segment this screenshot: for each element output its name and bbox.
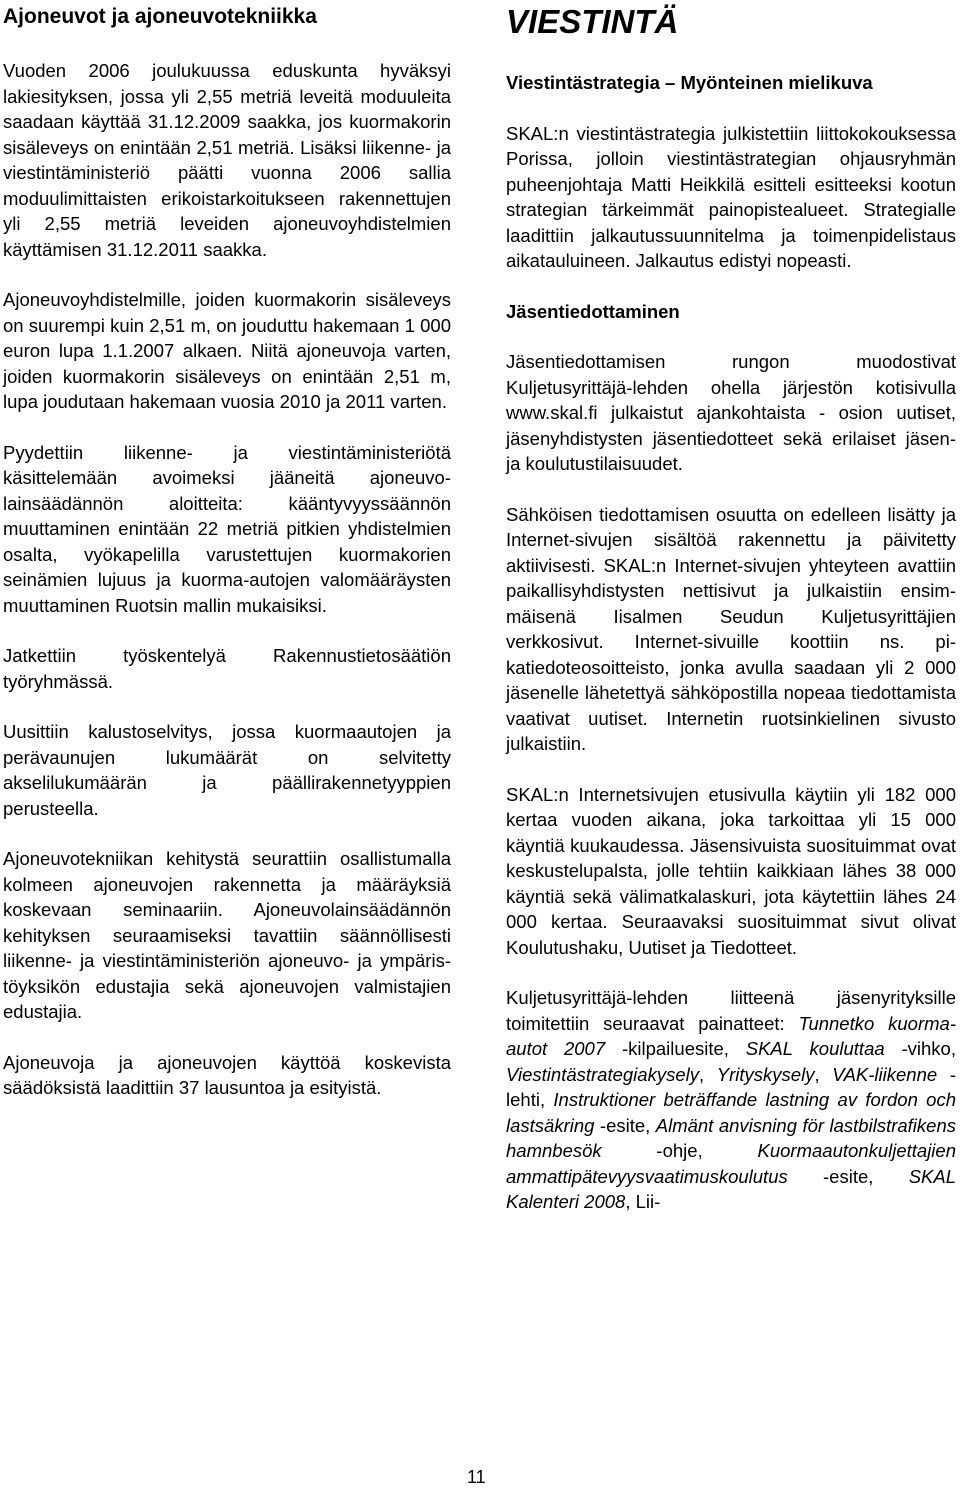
page-number: 11 — [467, 1467, 486, 1487]
paragraph-aloitteet: Pyydettiin liikenne- ja viestintäministeriötä käsittelemään avoimeksi jääneitä ajoneuvolainsäädännön aloitteita: kääntyvyyssäännön muuttaminen enintään 22 metriä pitkien yhdistelmien osalta, vyökapelilla varustettujen kuormakorien seinämien lujuus ja kuorma-autojen valomääräysten muuttaminen Ruotsin mallin mukaisiksi. — [3, 441, 451, 616]
paragraph-luvat: Ajoneuvoyhdistelmille, joiden kuormakorin sisäleveys on suurempi kuin 2,51 m, on jouduttu hakemaan 1 000 euron lupa 1.1.2007 alkaen. Niitä ajoneuvoja varten, joiden kuormakorin sisäleveys on enintään 2,51 m, lupa joudutaan hakemaan vuosia 2010 ja 2011 varten. — [3, 289, 451, 412]
left-column — [3, 0, 451, 1101]
paragraph-seminaarit: Ajoneuvotekniikan kehitystä seurattiin osallistumalla kolmeen ajoneuvojen rakennetta ja määräyksiä koskevaan seminaariin. Ajoneuvolainsäädännön kehityksen seuraamiseksi tavattiin säännöllisesti liikenne- ja viestintäministeriön ajoneuvo- ja ympäristöyksikön edustajia sekä ajoneuvojen valmistajien edustajia. — [3, 848, 451, 1022]
paragraph-sahkoinen: Sähköisen tiedottamisen osuutta on edelleen lisätty ja Internet-sivujen sisältöä rakennettu ja päivitetty aktiivisesti. SKAL:n Internet-sivujen yhteyteen avattiin paikallisyhdistysten nettisivut ja julkaistiin ensimmäisenä Iisalmen Seudun Kuljetusyrittäjien verkkosivut. Internet-sivuille koottiin ns. pikatiedoteosoitteisto, jonka avulla saadaan yli 2 000 jäsenelle lähetettyä sähköpostilla nopeaa tiedottamista vaativat uutiset. Internetin ruotsinkielinen sivusto julkaistiin. — [506, 503, 956, 754]
right-column — [506, 0, 956, 1215]
page-title: VIESTINTÄ — [506, 3, 679, 40]
paragraph-kalustoselvitys: Uusittiin kalustoselvitys, jossa kuormaautojen ja perävaunujen lukumäärät on selvitetty akselilukumäärän ja päällirakennetyyppien perusteella. — [3, 721, 451, 819]
paragraph-painatteet: Kuljetusyrittäjä-lehden liitteenä jäsenyrityksille toimitettiin seuraavat painatteet: Tunnetko kuorma-autot 2007 -kilpailuesite, SKAL kouluttaa -vihko, Viestintästrategiakysely, Yrityskysely, VAK-liikenne -lehti, Instruktioner beträffande lastning av fordon och lastsäkring -esite, Almänt anvisning för lastbilstrafikens hamnbesök -ohje, Kuormaautonkuljettajien ammattipätevyysvaatimuskoulutus -esite, SKAL Kalenteri 2008, Lii- — [506, 987, 957, 1212]
paragraph-moduulit: Vuoden 2006 joulukuussa eduskunta hyväksyi lakiesityksen, jossa yli 2,55 metriä leveitä moduuleita saadaan käyttää 31.12.2009 saakka, jos kuormakorin sisäleveys on enintään 2,51 metriä. Lisäksi liikenne- ja viestintäministeriö päätti vuonna 2006 sallia moduulimittaisten erikoistarkoitukseen rakennettujen yli 2,55 metriä leveiden ajoneuvoyhdistelmien käyttämisen 31.12.2011 saakka. — [3, 60, 451, 260]
paragraph-tyoryhma: Jatkettiin työskentelyä Rakennustietosäätiön työryhmässä. — [3, 645, 451, 692]
paragraph-lausunnot: Ajoneuvoja ja ajoneuvojen käyttöä koskevista säädöksistä laadittiin 37 lausuntoa ja esityistä. — [3, 1051, 451, 1098]
subheading-jasentiedottaminen: Jäsentiedottaminen — [506, 300, 680, 322]
paragraph-tilastot: SKAL:n Internetsivujen etusivulla käytiin yli 182 000 kertaa vuoden aikana, joka tarkoittaa yli 15 000 käyntiä kuukaudessa. Jäsensivuista suosituimmat ovat keskustelupalsta, jolle tehtiin kaikkiaan lähes 38 000 käyntiä sekä välimatkalaskuri, jota käytettiin lähes 24 000 kertaa. Seuraavaksi suosituimmat sivut olivat Koulutushaku, Uutiset ja Tiedotteet. — [506, 783, 956, 958]
section-heading: Ajoneuvot ja ajoneuvotekniikka — [3, 5, 317, 28]
subheading-strategia: Viestintästrategia – Myönteinen mielikuva — [506, 72, 873, 93]
paragraph-jasentiedottaminen: Jäsentiedottamisen rungon muodostivat Kuljetusyrittäjä-lehden ohella järjestön kotisivulla www.skal.fi julkaistut ajankohtaista - osion uutiset, jäsenyhdistysten jäsentiedotteet sekä erilaiset jäsen- ja koulutustilaisuudet. — [506, 351, 956, 474]
paragraph-strategia: SKAL:n viestintästrategia julkistettiin liittokokouksessa Porissa, jolloin viestintästrategian ohjausryhmän puheenjohtaja Matti Heikkilä esitteli esitteeksi kootun strategian tärkeimmät painopistealueet. Strategialle laadittiin jalkautussuunnitelma ja toimenpidelistaus aikatauluineen. Jalkautus edistyi nopeasti. — [506, 122, 956, 271]
